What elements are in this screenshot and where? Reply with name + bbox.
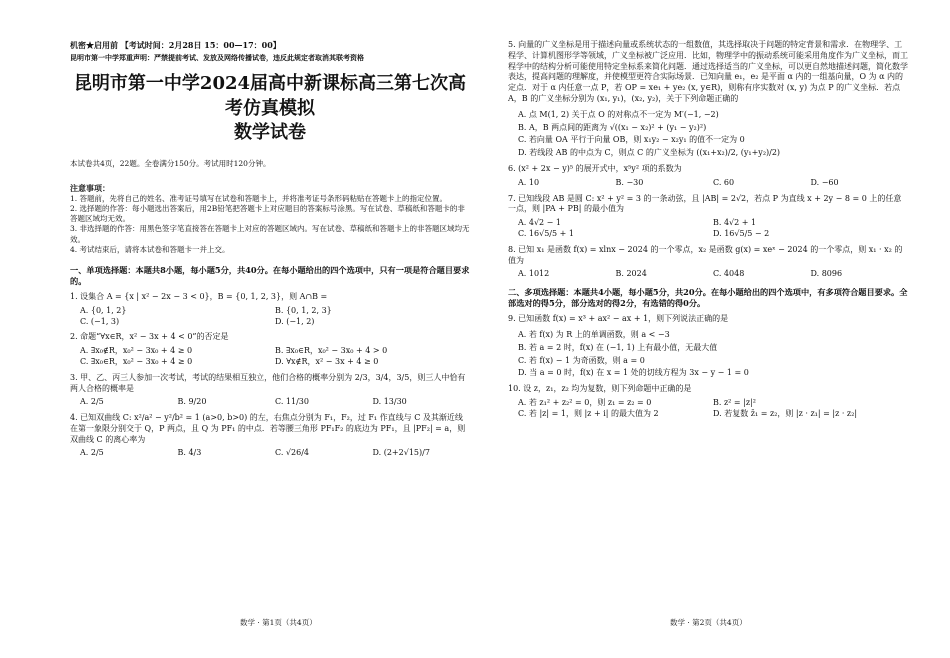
question-8-stem: 8. 已知 x₁ 是函数 f(x) = xlnx − 2024 的一个零点，x₂ 是函数 g(x) = xeˣ − 2024 的一个零点，则 x₁ · x₂ 的值为: [508, 244, 903, 265]
option: A. ∃x₀∉R，x₀² − 3x₀ + 4 ≥ 0: [80, 346, 193, 356]
question-8: [508, 245, 908, 280]
notes-title: 注意事项：: [70, 183, 110, 194]
question-1-options: [70, 306, 470, 328]
note-item: 3. 非选择题的作答：用黑色签字笔直接答在答题卡上对应的答题区域内。写在试卷、草稿纸和答题卡上的非答题区域均无效。: [70, 224, 470, 244]
option: D. 若线段 AB 的中点为 C，则点 C 的广义坐标为 ((x₁+x₂)/2, (y₁+y₂)/2): [518, 148, 781, 158]
note-item: 1. 答题前，先将自己的姓名、准考证号填写在试卷和答题卡上，并将准考证号条形码粘贴在答题卡上的指定位置。: [70, 194, 448, 204]
question-5-options: [508, 108, 908, 159]
question-7-options: [508, 218, 908, 240]
option: C. 若向量 OA 平行于向量 OB，则 x₁y₂ − x₂y₁ 的值不一定为 0: [518, 135, 745, 145]
option: B. A，B 两点间的距离为 √((x₁ − x₂)² + (y₁ − y₂)²): [518, 122, 707, 132]
note-item: 2. 选择题的作答：每小题选出答案后，用2B铅笔把答题卡上对应题目的答案标号涂黑。写在试卷、草稿纸和答题卡的非答题区域均无效。: [70, 204, 465, 224]
option: B. 2024: [615, 269, 647, 279]
option: B. 4/3: [177, 448, 202, 458]
option: A. 点 M(1, 2) 关于点 O 的对称点不一定为 M′(−1, −2): [518, 109, 719, 119]
option: B. ∃x₀∈R，x₀² − 3x₀ + 4 > 0: [275, 346, 388, 356]
question-1-stem: 1. 设集合 A = {x | x² − 2x − 3 < 0}，B = {0, 1, 2, 3}，则 A∩B =: [70, 291, 328, 301]
option: D. 8096: [810, 269, 843, 279]
page-2: [508, 40, 908, 420]
option: A. 2/5: [80, 448, 104, 458]
option: D. ∀x∉R，x² − 3x + 4 ≥ 0: [275, 356, 379, 366]
question-7: [508, 194, 908, 240]
exam-subtitle: 数学试卷: [234, 121, 306, 143]
exam-intro: 本试卷共4页，22题。全卷满分150分。考试用时120分钟。: [70, 159, 271, 169]
question-6-options: [508, 178, 908, 189]
option: C. 11/30: [275, 397, 309, 407]
section-1-heading: 一、单项选择题：本题共8小题，每小题5分，共40分。在每小题给出的四个选项中，只有一项是符合题目要求的。: [70, 264, 470, 286]
question-2: [70, 332, 470, 367]
option: C. 60: [713, 177, 735, 187]
question-6: [508, 164, 908, 189]
option: D. 16√5/5 − 2: [713, 228, 770, 238]
option: C. √26/4: [275, 448, 309, 458]
question-10: [508, 384, 908, 419]
option: B. 4√2 + 1: [713, 218, 757, 228]
question-2-stem: 2. 命题“∀x∈R，x² − 3x + 4 < 0”的否定是: [70, 332, 229, 342]
option: C. 4048: [713, 269, 745, 279]
option: D. (2+2√15)/7: [372, 448, 430, 458]
option: B. 9/20: [177, 397, 207, 407]
page-2-footer: 数学 · 第2页（共4页）: [670, 618, 747, 627]
question-9-stem: 9. 已知函数 f(x) = x³ + ax² − ax + 1，则下列说法正确的是: [508, 314, 729, 324]
question-10-stem: 10. 设 z，z₁，z₂ 均为复数，则下列命题中正确的是: [508, 384, 692, 394]
question-4-options: [70, 448, 470, 459]
option: D. 13/30: [372, 397, 407, 407]
question-8-options: [508, 269, 908, 280]
option: C. 若 |z| = 1，则 |z + i| 的最大值为 2: [518, 408, 659, 418]
option: C. 16√5/5 + 1: [518, 228, 574, 238]
option: A. 2/5: [80, 397, 104, 407]
option: B. 若 a = 2 时，f(x) 在 (−1, 1) 上有最小值，无最大值: [518, 342, 718, 352]
option: C. ∃x₀∈R，x₀² − 3x₀ + 4 ≥ 0: [80, 356, 193, 366]
question-4-stem: 4. 已知双曲线 C: x²/a² − y²/b² = 1 (a>0, b>0) 的左，右焦点分别为 F₁，F₂，过 F₁ 作直线与 C 及其渐近线在第一象限分别交于 Q，P 两点，且 Q 为 PF₁ 的中点．若等腰三角形 PF₁F₂ 的底边为 PF₁，且 |PF₂| = a，则双曲线 C 的离心率为: [70, 413, 466, 444]
option: D. 当 a = 0 时，f(x) 在 x = 1 处的切线方程为 3x − y − 1 = 0: [518, 368, 749, 378]
option: A. 若 z₁² + z₂² = 0，则 z₁ = z₂ = 0: [518, 398, 652, 408]
question-10-options: [508, 398, 908, 420]
option: D. −60: [810, 177, 839, 187]
section-2-heading: 二、多项选择题：本题共4小题，每小题5分，共20分。在每小题给出的四个选项中，有多项符合题目要求。全部选对的得5分，部分选对的得2分，有选错的得0分。: [508, 287, 908, 309]
question-9: [508, 314, 908, 379]
page-1: [70, 40, 470, 459]
question-4: [70, 413, 470, 459]
note-item: 4. 考试结束后，请将本试卷和答题卡一并上交。: [70, 244, 230, 254]
exam-header-time: 机密★启用前 【考试时间：2月28日 15：00—17：00】: [70, 40, 281, 50]
option: A. 4√2 − 1: [518, 218, 562, 228]
option: A. 10: [518, 177, 540, 187]
question-2-options: [70, 346, 470, 368]
option: A. 若 f(x) 为 R 上的单调函数，则 a < −3: [518, 330, 670, 340]
question-3: [70, 373, 470, 408]
question-1: [70, 292, 470, 327]
exam-title: 昆明市第一中学2024届高中新课标高三第七次高考仿真模拟: [73, 73, 467, 119]
page-1-footer: 数学 · 第1页（共4页）: [240, 618, 317, 627]
question-5-stem: 5. 向量的广义坐标是用于描述向量或系统状态的一组数值，其选择取决于问题的特定背景和需求．在物理学、工程学、计算机图形学等领域，广义坐标被广泛应用．比如，物理学中的振动系统可能采用角度作为广义坐标，而工程学中的结构分析可能使用特定坐标系来简化问题．通过选择适当的广义坐标，可以更自然地描述问题，简化数学表达，提高问题的理解度，并使模型更符合实际场景．已知向量 e₁，e₂ 是平面 α 内的一组基向量，O 为 α 内的定点．对于 α 内任意一点 P，若 OP = xe₁ + ye₂ (x, y∈R)，则称有序实数对 (x, y) 为点 P 的广义坐标．若点 A，B 的广义坐标分别为 (x₁, y₁)，(x₂, y₂)，关于下列命题正确的: [508, 40, 908, 103]
question-9-options: [508, 328, 908, 379]
question-3-options: [70, 397, 470, 408]
option: A. 1012: [518, 269, 550, 279]
option: C. (−1, 3): [80, 316, 120, 326]
option: C. 若 f(x) − 1 为奇函数，则 a = 0: [518, 355, 645, 365]
option: D. 若复数 z̄₁ = z₂，则 |z · z₁| = |z · z₂|: [713, 408, 858, 418]
question-3-stem: 3. 甲、乙、丙三人参加一次考试，考试的结果相互独立，他们合格的概率分别为 2/3，3/4，3/5，则三人中恰有两人合格的概率是: [70, 372, 466, 393]
question-6-stem: 6. (x² + 2x − y)⁵ 的展开式中，x⁵y² 项的系数为: [508, 163, 682, 173]
option: B. −30: [615, 177, 644, 187]
option: D. (−1, 2): [275, 316, 315, 326]
question-7-stem: 7. 已知线段 AB 是圆 C: x² + y² = 3 的一条动弦，且 |AB| = 2√2，若点 P 为直线 x + 2y − 8 = 0 上的任意一点，则 |PA + PB| 的最小值为: [508, 193, 902, 214]
option: A. {0, 1, 2}: [80, 305, 127, 315]
option: B. z² = |z|²: [713, 398, 756, 408]
exam-header-statement: 昆明市第一中学郑重声明：严禁提前考试、发放及网络传播试卷，违反此规定者取消其联考资格: [70, 52, 364, 62]
question-5: [508, 40, 908, 159]
option: B. {0, 1, 2, 3}: [275, 305, 332, 315]
